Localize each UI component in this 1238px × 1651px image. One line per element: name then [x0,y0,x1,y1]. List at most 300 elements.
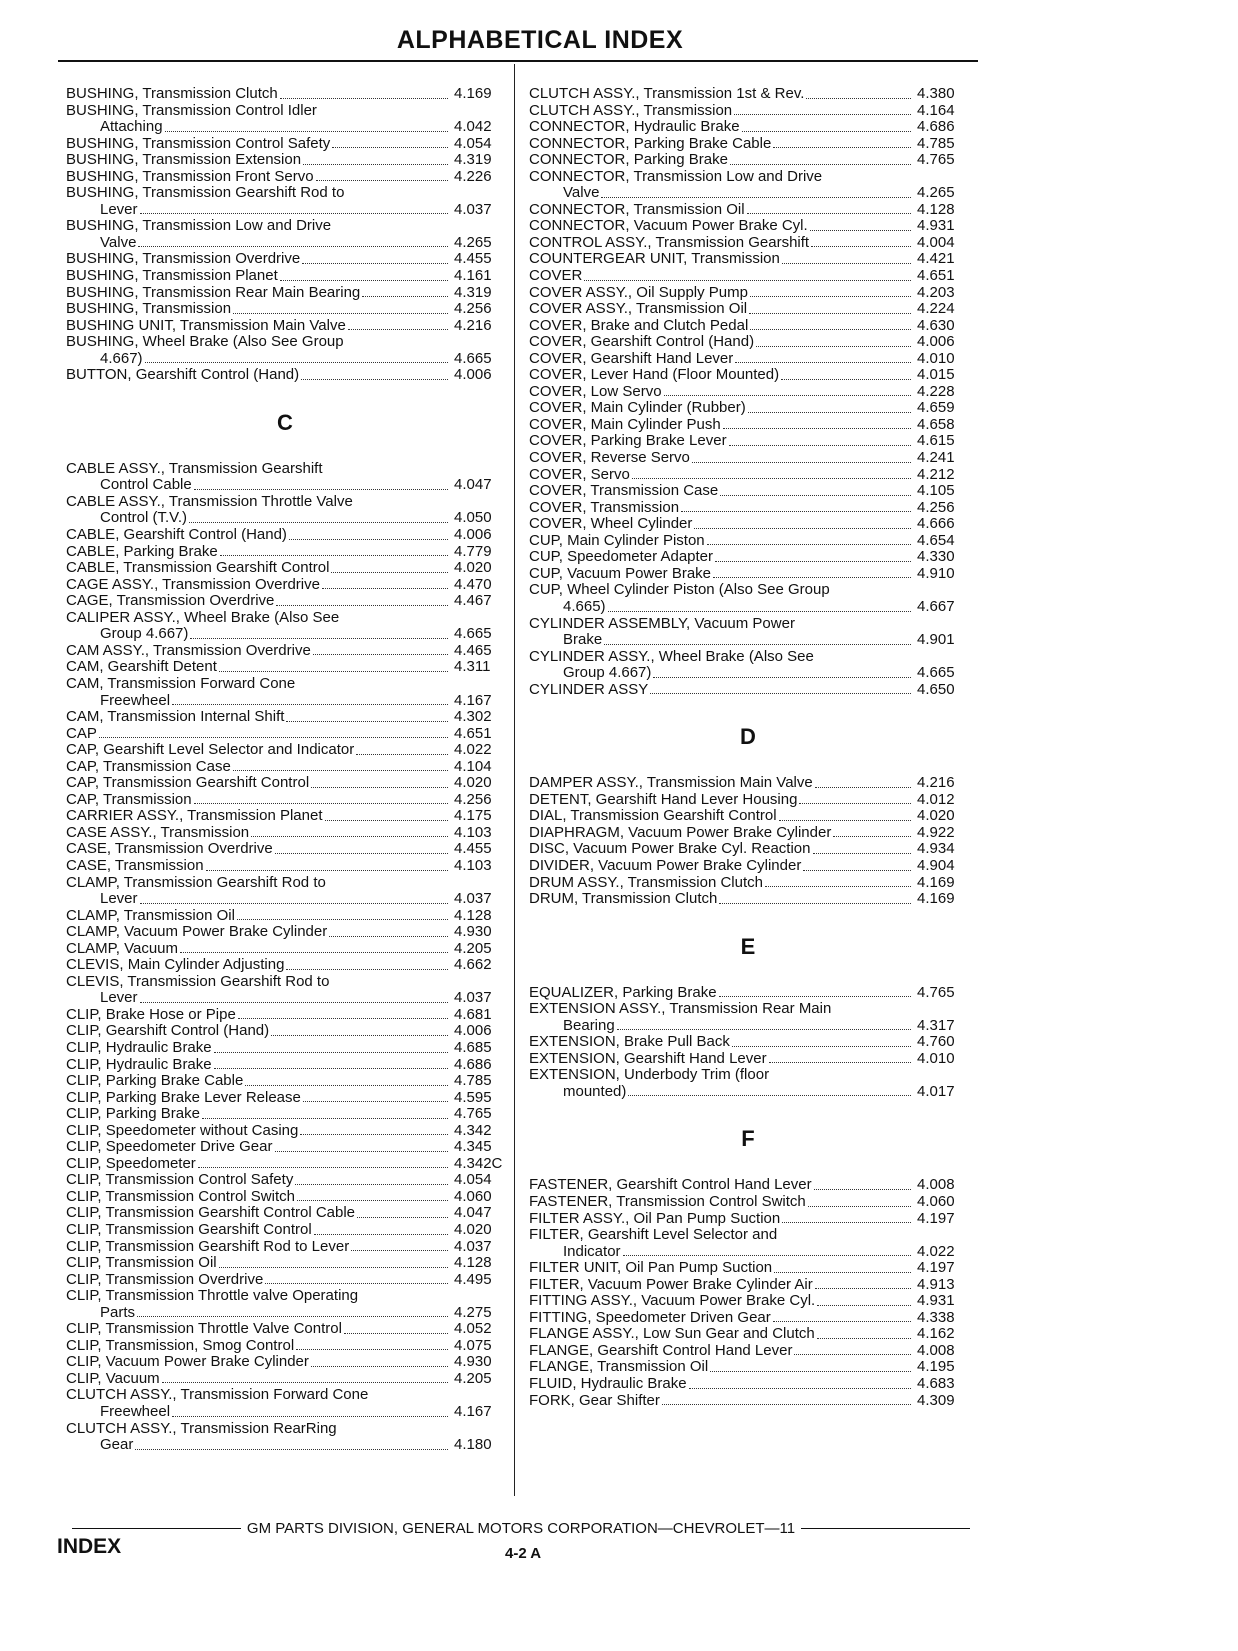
index-entry [529,301,967,318]
dot-leader [140,213,448,214]
dot-leader [238,1018,448,1019]
index-entry [529,433,967,450]
dot-leader [782,263,911,264]
entry-page: 4.319 [454,283,492,301]
entry-label: FLANGE, Gearshift Control Hand Lever [529,1341,793,1359]
entry-label: DAMPER ASSY., Transmission Main Valve [529,774,813,792]
dot-leader [811,246,911,247]
entry-page: 4.054 [454,134,492,152]
entry-label: CABLE ASSY., Transmission Gearshift [66,459,323,477]
entry-label: Freewheel [100,691,171,709]
entry-label: 4.665) [563,597,606,615]
index-entry [66,957,504,974]
footer-rule-left [72,1528,241,1530]
index-entry [66,1437,504,1454]
entry-label: COVER, Main Cylinder Push [529,415,721,433]
entry-page: 4.167 [454,1403,492,1421]
index-entry [66,1272,504,1289]
index-entry [529,533,967,550]
dot-leader [138,246,448,247]
index-column-right [529,86,967,1409]
entry-page: 4.931 [917,1292,955,1310]
dot-leader [817,1338,911,1339]
entry-page: 4.342C [454,1154,503,1172]
dot-leader [220,555,448,556]
entry-page: 4.666 [917,515,955,533]
entry-label: FILTER, Vacuum Power Brake Cylinder Air [529,1275,813,1293]
entry-page: 4.022 [454,741,492,759]
entry-label: FLUID, Hydraulic Brake [529,1375,687,1392]
dot-leader [140,903,448,904]
dot-leader [303,164,448,165]
dot-leader [769,1062,911,1063]
entry-label: CONNECTOR, Transmission Low and Drive [529,167,823,185]
entry-label: CLIP, Brake Hose or Pipe [66,1005,236,1023]
entry-page: 4.765 [917,151,955,169]
entry-page: 4.934 [917,840,955,858]
dot-leader [265,1283,448,1284]
entry-label: CAP, Transmission Case [66,757,231,775]
dot-leader [747,213,911,214]
entry-page: 4.421 [917,250,955,268]
entry-label: CARRIER ASSY., Transmission Planet [66,807,323,825]
entry-page: 4.164 [917,101,955,119]
dot-leader [681,511,911,512]
index-entry [66,218,504,235]
entry-label: CUP, Vacuum Power Brake [529,564,712,582]
section-heading: F [741,1126,755,1152]
entry-page: 4.662 [454,956,492,974]
entry-label: 4.667) [100,349,143,367]
entry-label: CUP, Speedometer Adapter [529,548,714,566]
dot-leader [135,1449,448,1450]
entry-page: 4.345 [454,1138,492,1156]
dot-leader [689,1388,911,1389]
entry-page: 4.008 [917,1341,955,1359]
entry-page: 4.467 [454,592,492,610]
index-entry [66,1023,504,1040]
entry-page: 4.006 [454,366,492,384]
index-entry [529,566,967,583]
entry-page: 4.931 [917,217,955,235]
entry-page: 4.169 [454,85,492,102]
entry-label: BUTTON, Gearshift Control (Hand) [66,366,300,384]
entry-label: COVER, Transmission Case [529,482,719,500]
entry-label: CLIP, Gearshift Control (Hand) [66,1022,270,1040]
index-entry [529,649,967,666]
index-entry [529,251,967,268]
entry-page: 4.455 [454,250,492,268]
footer-credit-line [66,1520,976,1537]
entry-page: 4.169 [917,873,955,891]
entry-label: DIAL, Transmission Gearshift Control [529,807,777,825]
index-entry [66,527,504,544]
index-entry [529,450,967,467]
index-entry [529,875,967,892]
entry-label: Lever [100,890,138,908]
entry-label: BUSHING, Transmission Control Safety [66,134,331,152]
dot-leader [172,1416,448,1417]
entry-page: 4.779 [454,542,492,560]
entry-page: 4.265 [917,184,955,202]
dot-leader [206,870,448,871]
entry-page: 4.161 [454,267,492,285]
index-entry [66,825,504,842]
index-entry [66,169,504,186]
dot-leader [271,1035,448,1036]
entry-label: CLIP, Speedometer [66,1154,196,1172]
entry-label: CONNECTOR, Parking Brake [529,151,728,169]
dot-leader [280,98,448,99]
dot-leader [799,803,911,804]
entry-page: 4.685 [454,1038,492,1056]
entry-page: 4.022 [917,1242,955,1260]
entry-label: Freewheel [100,1403,171,1421]
dot-leader [356,754,448,755]
index-entry [529,1018,967,1035]
entry-page: 4.037 [454,1237,492,1255]
entry-page: 4.465 [454,641,492,659]
index-entry [66,610,504,627]
dot-leader [275,1151,449,1152]
entry-page: 4.311 [454,658,491,676]
entry-page: 4.665 [454,625,492,643]
entry-page: 4.075 [454,1336,492,1354]
entry-label: DRUM ASSY., Transmission Clutch [529,873,763,891]
index-entry [66,1123,504,1140]
entry-label: COVER, Servo [529,465,630,483]
entry-page: 4.338 [917,1308,955,1326]
dot-leader [814,1189,911,1190]
dot-leader [756,346,911,347]
entry-page: 4.785 [917,134,955,152]
dot-leader [301,379,448,380]
entry-label: CASE ASSY., Transmission [66,823,250,841]
entry-label: CLAMP, Vacuum Power Brake Cylinder [66,923,328,941]
entry-page: 4.760 [917,1033,955,1051]
entry-page: 4.342 [454,1121,492,1139]
dot-leader [280,280,448,281]
entry-label: CLUTCH ASSY., Transmission Forward Cone [66,1386,369,1404]
entry-label: CLUTCH ASSY., Transmission 1st & Rev. [529,85,805,102]
entry-page: 4.017 [917,1082,955,1100]
dot-leader [300,1134,448,1135]
entry-label: COVER, Gearshift Hand Lever [529,349,734,367]
index-entry [66,86,504,103]
index-entry [529,136,967,153]
dot-leader [720,495,911,496]
dot-leader [813,853,912,854]
entry-page: 4.175 [454,807,492,825]
dot-leader [632,478,911,479]
entry-label: CABLE, Parking Brake [66,542,218,560]
entry-label: Lever [100,989,138,1007]
entry-label: EXTENSION, Underbody Trim (floor [529,1066,770,1084]
entry-label: CAGE ASSY., Transmission Overdrive [66,575,320,593]
dot-leader [604,644,911,645]
dot-leader [730,164,911,165]
entry-page: 4.455 [454,840,492,858]
index-entry [66,334,504,351]
index-entry [66,268,504,285]
index-entry [529,152,967,169]
index-entry [529,285,967,302]
footer-rule-right [801,1528,970,1530]
index-entry [66,891,504,908]
index-entry [529,1177,967,1194]
entry-page: 4.105 [917,482,955,500]
index-entry [66,1255,504,1272]
entry-label: EXTENSION, Brake Pull Back [529,1033,730,1051]
dot-leader [710,1371,911,1372]
entry-page: 4.910 [917,564,955,582]
entry-label: COVER, Reverse Servo [529,449,690,467]
index-entry [66,1090,504,1107]
entry-page: 4.006 [454,1022,492,1040]
dot-leader [750,329,911,330]
footer-credit: GM PARTS DIVISION, GENERAL MOTORS CORPORATION—CHEVROLET—11 [246,1520,796,1537]
index-entry [529,616,967,633]
dot-leader [286,969,448,970]
entry-label: Control (T.V.) [100,509,187,527]
index-entry [66,858,504,875]
entry-label: CLIP, Speedometer Drive Gear [66,1138,273,1156]
index-entry [66,643,504,660]
index-entry [529,599,967,616]
page-title: ALPHABETICAL INDEX [396,26,684,54]
index-entry [66,351,504,368]
index-entry [66,808,504,825]
dot-leader [748,412,911,413]
entry-page: 4.224 [917,300,955,318]
index-entry [529,985,967,1002]
index-entry [529,367,967,384]
entry-page: 4.651 [454,724,492,742]
entry-page: 4.241 [917,449,955,467]
entry-label: FITTING, Speedometer Driven Gear [529,1308,771,1326]
index-entry [529,549,967,566]
index-entry [66,1222,504,1239]
dot-leader [623,1255,911,1256]
dot-leader [808,1206,911,1207]
index-entry [66,202,504,219]
entry-page: 4.169 [917,890,955,908]
index-entry [529,792,967,809]
index-entry [66,494,504,511]
index-entry [529,682,967,699]
entry-label: Lever [100,200,138,218]
index-entry [66,544,504,561]
index-entry [66,1321,504,1338]
dot-leader [664,395,911,396]
entry-label: CAGE, Transmission Overdrive [66,592,275,610]
index-entry [529,1293,967,1310]
index-entry [529,103,967,120]
entry-page: 4.256 [454,300,492,318]
entry-page: 4.615 [917,432,955,450]
index-entry [529,1211,967,1228]
entry-label: CUP, Main Cylinder Piston [529,531,705,549]
dot-leader [732,1046,911,1047]
index-entry [529,417,967,434]
dot-leader [99,737,448,738]
entry-label: CLIP, Hydraulic Brake [66,1038,212,1056]
dot-leader [608,611,911,612]
dot-leader [810,230,911,231]
entry-label: CYLINDER ASSEMBLY, Vacuum Power [529,614,795,632]
dot-leader [803,870,911,871]
entry-page: 4.256 [454,790,492,808]
index-entry [529,1393,967,1410]
dot-leader [162,1382,448,1383]
dot-leader [145,362,448,363]
dot-leader [833,836,911,837]
index-entry [66,709,504,726]
section-heading: E [740,933,756,959]
entry-label: BUSHING, Transmission Front Servo [66,167,314,185]
entry-page: 4.651 [917,267,955,285]
entry-label: CLIP, Transmission Control Switch [66,1187,295,1205]
dot-leader [650,693,911,694]
entry-label: CAM, Transmission Internal Shift [66,708,285,726]
entry-label: CLIP, Transmission Gearshift Control [66,1221,312,1238]
index-entry [529,1310,967,1327]
entry-label: CABLE, Gearshift Control (Hand) [66,526,287,544]
entry-page: 4.195 [917,1358,955,1376]
footer-section-label: INDEX [57,1535,122,1558]
index-entry [66,185,504,202]
index-entry [66,1305,504,1322]
entry-page: 4.004 [917,233,955,251]
entry-label: Attaching [100,118,163,136]
index-entry [529,808,967,825]
index-entry [529,516,967,533]
index-entry [66,1156,504,1173]
index-entry [66,726,504,743]
entry-page: 4.380 [917,85,955,102]
entry-label: COVER ASSY., Transmission Oil [529,300,748,318]
index-entry [66,759,504,776]
entry-label: CLIP, Vacuum [66,1369,160,1387]
entry-page: 4.037 [454,989,492,1007]
dot-leader [219,1267,448,1268]
entry-label: CLIP, Parking Brake [66,1105,200,1123]
index-entry [529,483,967,500]
entry-label: CLIP, Parking Brake Lever Release [66,1088,301,1106]
dot-leader [311,787,448,788]
entry-page: 4.060 [454,1187,492,1205]
entry-label: CLUTCH ASSY., Transmission RearRing [66,1419,337,1437]
dot-leader [311,1366,448,1367]
index-entry [66,235,504,252]
index-entry [529,1194,967,1211]
index-entry [66,1106,504,1123]
dot-leader [782,1222,911,1223]
index-entry [529,1376,967,1393]
entry-label: FORK, Gear Shifter [529,1391,660,1409]
dot-leader [694,528,911,529]
index-entry [529,467,967,484]
entry-page: 4.012 [917,790,955,808]
entry-page: 4.913 [917,1275,955,1293]
entry-label: Valve [563,184,600,202]
dot-leader [172,704,448,705]
index-entry [529,582,967,599]
entry-label: Control Cable [100,476,192,494]
entry-page: 4.054 [454,1171,492,1189]
dot-leader [140,1002,448,1003]
entry-label: BUSHING, Transmission Low and Drive [66,217,332,235]
index-entry [529,351,967,368]
dot-leader [653,677,911,678]
entry-page: 4.686 [454,1055,492,1073]
index-entry [66,775,504,792]
entry-page: 4.047 [454,1204,492,1222]
entry-label: CLEVIS, Transmission Gearshift Rod to [66,972,330,990]
entry-label: CLUTCH ASSY., Transmission [529,101,733,119]
dot-leader [713,577,911,578]
entry-page: 4.010 [917,1049,955,1067]
index-entry [529,665,967,682]
dot-leader [219,671,448,672]
index-entry [66,1007,504,1024]
index-entry [66,792,504,809]
entry-label: CAP, Transmission [66,790,192,808]
entry-label: CABLE, Transmission Gearshift Control [66,559,330,577]
dot-leader [794,1354,911,1355]
entry-label: BUSHING, Wheel Brake (Also See Group [66,333,344,351]
index-entry [529,119,967,136]
dot-leader [165,131,448,132]
dot-leader [332,147,448,148]
entry-page: 4.205 [454,1369,492,1387]
entry-page: 4.595 [454,1088,492,1106]
entry-page: 4.197 [917,1259,955,1277]
entry-page: 4.930 [454,923,492,941]
entry-page: 4.785 [454,1072,492,1090]
entry-page: 4.020 [917,807,955,825]
entry-label: BUSHING, Transmission Gearshift Rod to [66,184,345,202]
index-entry [66,103,504,120]
entry-page: 4.020 [454,1221,492,1238]
entry-page: 4.319 [454,151,492,169]
index-entry [66,1387,504,1404]
index-entry [66,626,504,643]
index-entry [529,185,967,202]
entry-label: CLIP, Transmission Control Safety [66,1171,294,1189]
dot-leader [190,638,448,639]
index-entry [529,1227,967,1244]
entry-page: 4.042 [454,118,492,136]
entry-label: COVER, Parking Brake Lever [529,432,727,450]
index-entry [529,891,967,908]
dot-leader [779,820,911,821]
entry-label: COUNTERGEAR UNIT, Transmission [529,250,780,268]
entry-label: BUSHING, Transmission Overdrive [66,250,301,268]
entry-page: 4.765 [454,1105,492,1123]
entry-label: CALIPER ASSY., Wheel Brake (Also See [66,608,340,626]
index-entry [66,659,504,676]
entry-page: 4.197 [917,1209,955,1227]
entry-page: 4.904 [917,856,955,874]
entry-page: 4.922 [917,823,955,841]
dot-leader [765,886,911,887]
entry-label: FITTING ASSY., Vacuum Power Brake Cyl. [529,1292,816,1310]
entry-page: 4.162 [917,1325,955,1343]
entry-label: Valve [100,233,137,251]
entry-label: CASE, Transmission [66,856,204,874]
entry-label: mounted) [563,1082,627,1100]
